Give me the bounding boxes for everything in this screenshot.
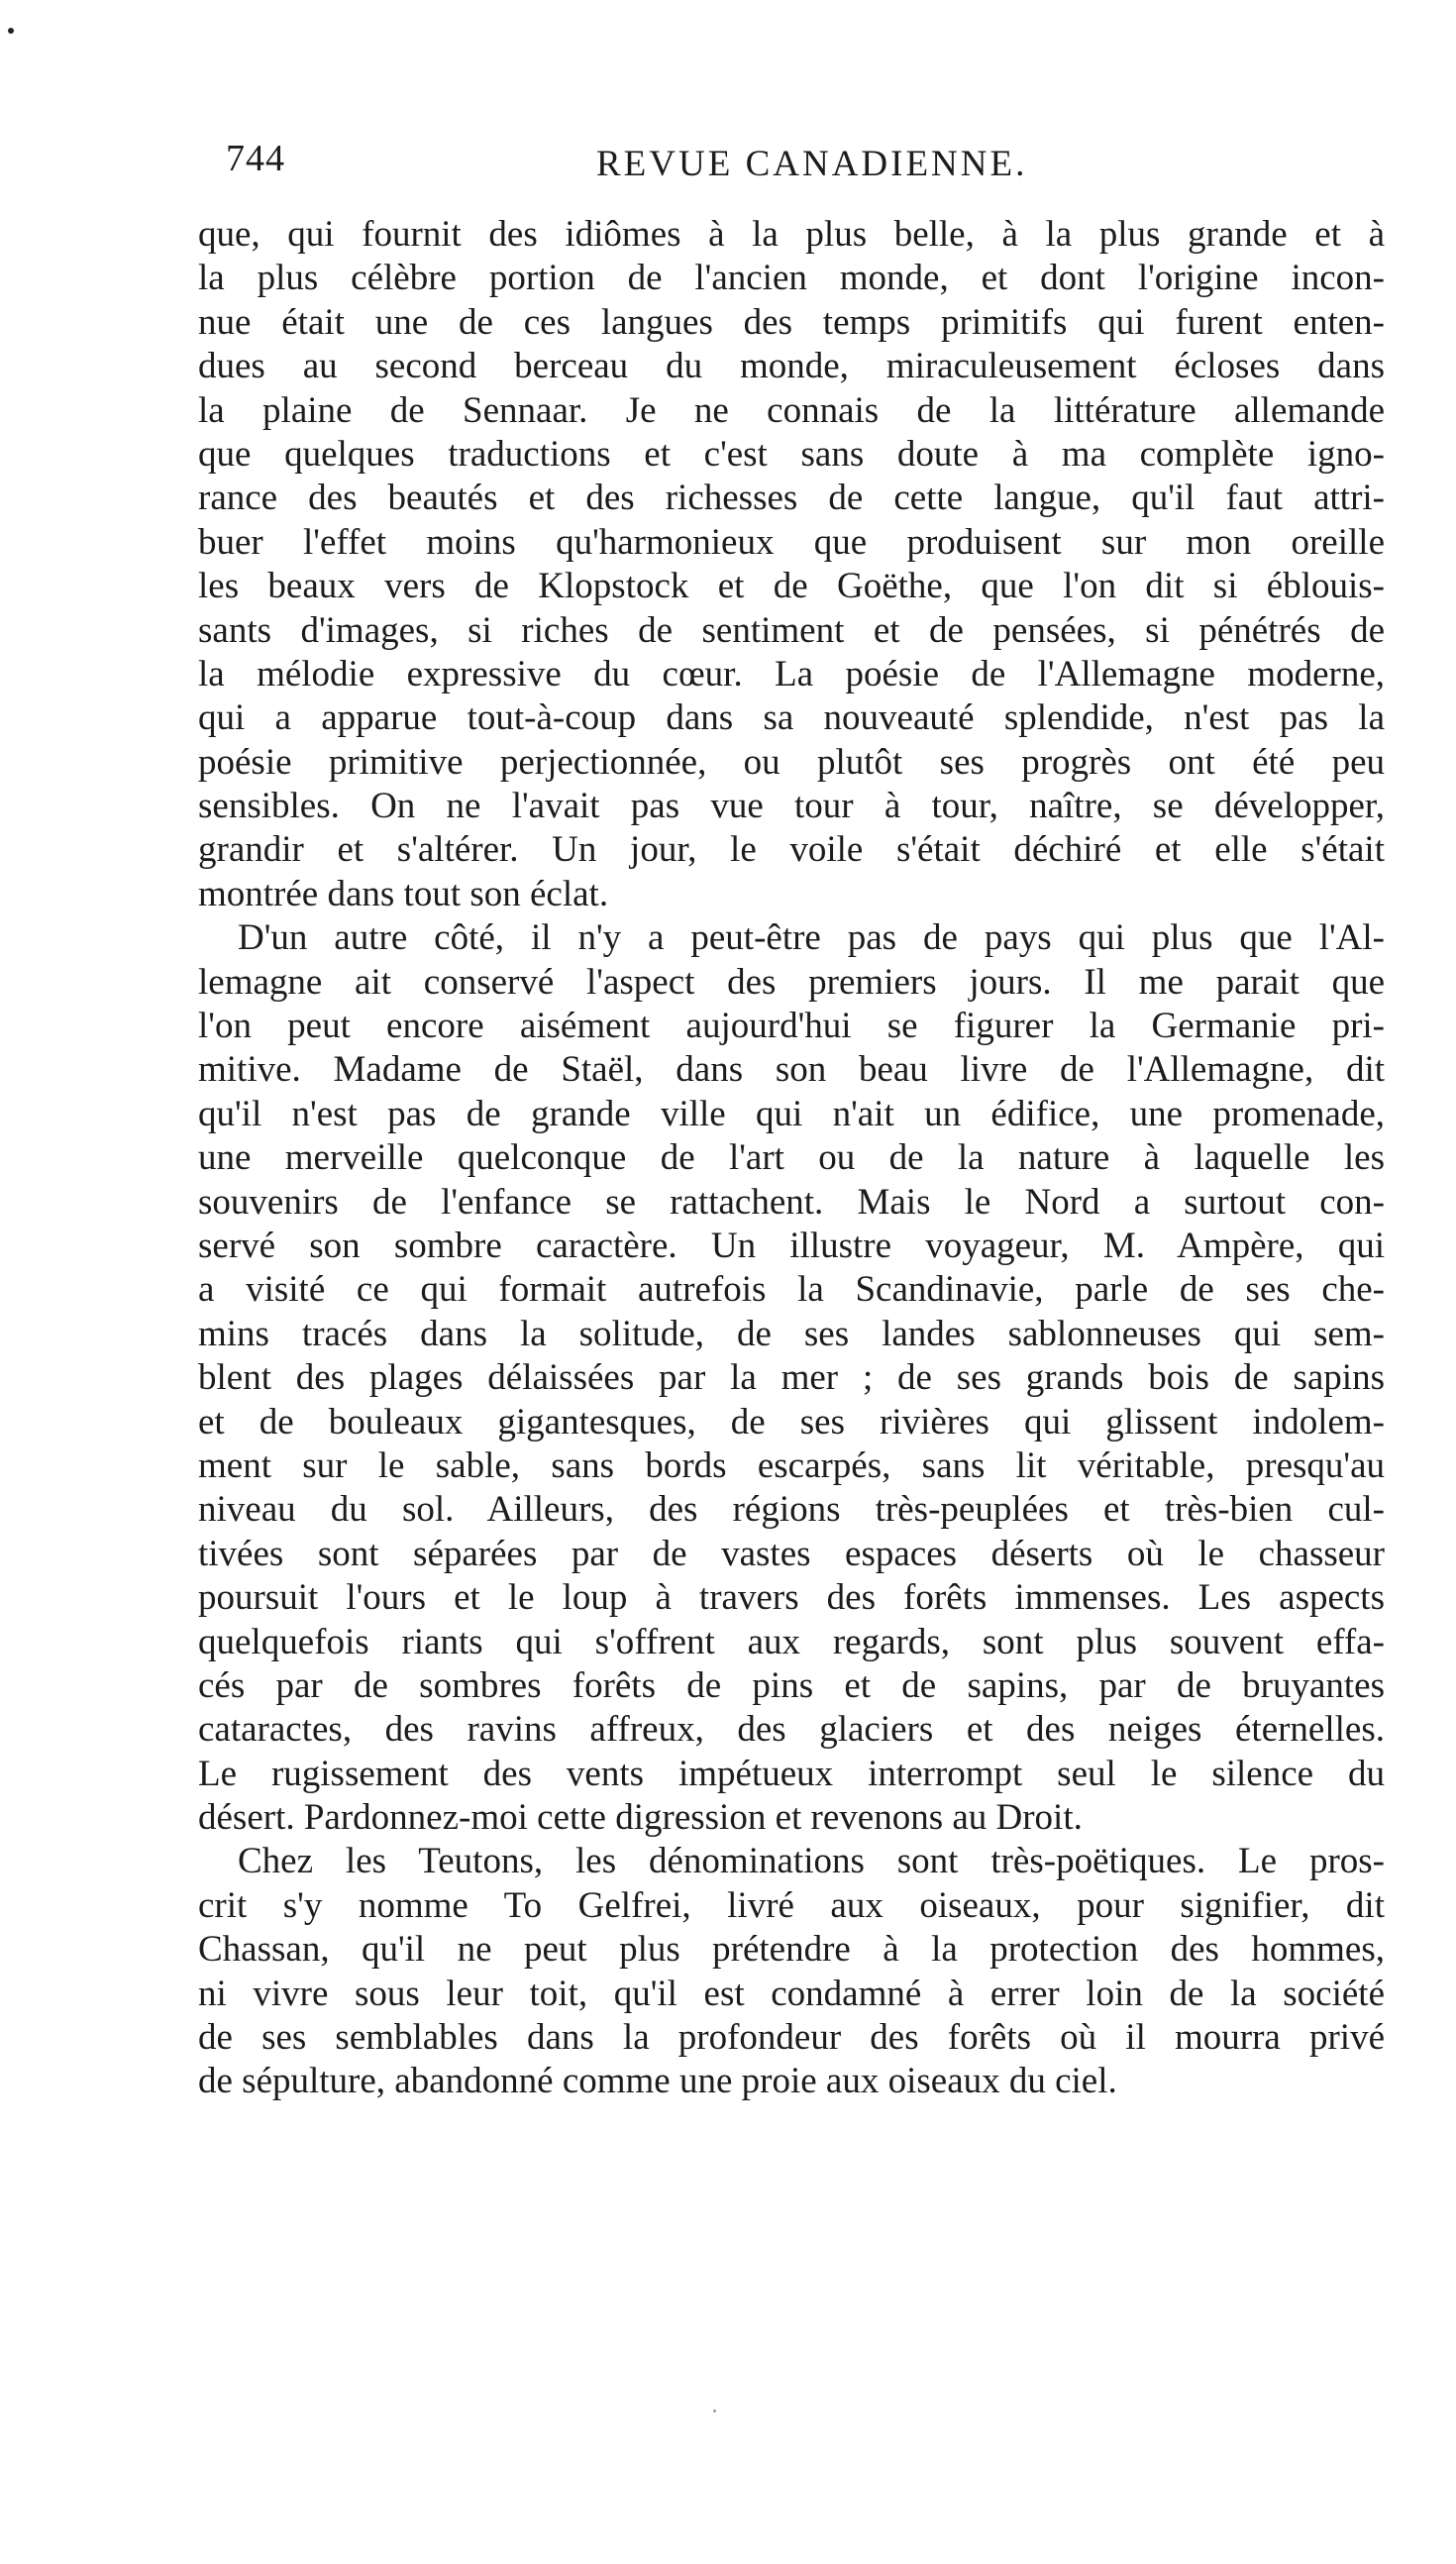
paper-speck xyxy=(713,2409,716,2412)
text-line: lemagne ait conservé l'aspect des premiers jours. Il me parait que xyxy=(198,961,1385,1003)
text-line: la plaine de Sennaar. Je ne connais de la littérature allemande xyxy=(198,389,1385,431)
text-line: mitive. Madame de Staël, dans son beau livre de l'Allemagne, dit xyxy=(198,1049,1385,1091)
text-line: une merveille quelconque de l'art ou de la nature à laquelle les xyxy=(198,1137,1385,1179)
text-line: servé son sombre caractère. Un illustre voyageur, M. Ampère, qui xyxy=(198,1225,1385,1266)
text-line: buer l'effet moins qu'harmonieux que produisent sur mon oreille xyxy=(198,521,1385,563)
text-line: ni vivre sous leur toit, qu'il est condamné à errer loin de la société xyxy=(198,1973,1385,2014)
text-line: tivées sont séparées par de vastes espaces déserts où le chasseur xyxy=(198,1533,1385,1574)
text-line: D'un autre côté, il n'y a peut-être pas de pays qui plus que l'Al- xyxy=(238,917,1385,959)
text-line: cés par de sombres forêts de pins et de sapins, par de bruyantes xyxy=(198,1664,1385,1706)
text-line: que, qui fournit des idiômes à la plus belle, à la plus grande et à xyxy=(198,214,1385,255)
text-line: Le rugissement des vents impétueux interrompt seul le silence du xyxy=(198,1753,1385,1794)
text-line: sants d'images, si riches de sentiment et de pensées, si pénétrés de xyxy=(198,609,1385,651)
text-line: niveau du sol. Ailleurs, des régions très-peuplées et très-bien cul- xyxy=(198,1489,1385,1531)
text-line: souvenirs de l'enfance se rattachent. Mais le Nord a surtout con- xyxy=(198,1181,1385,1223)
text-line: montrée dans tout son éclat. xyxy=(198,873,609,914)
text-line: la plus célèbre portion de l'ancien monde, et dont l'origine incon- xyxy=(198,258,1385,299)
text-line: qui a apparue tout-à-coup dans sa nouveauté splendide, n'est pas la xyxy=(198,697,1385,739)
text-line: qu'il n'est pas de grande ville qui n'ait un édifice, une promenade, xyxy=(198,1093,1385,1134)
page-number: 744 xyxy=(226,138,285,179)
text-line: nue était une de ces langues des temps primitifs qui furent enten- xyxy=(198,301,1385,343)
text-line: et de bouleaux gigantesques, de ses rivières qui glissent indolem- xyxy=(198,1401,1385,1442)
text-line: poursuit l'ours et le loup à travers des forêts immenses. Les aspects xyxy=(198,1577,1385,1619)
text-line: rance des beautés et des richesses de cette langue, qu'il faut attri- xyxy=(198,478,1385,519)
text-line: dues au second berceau du monde, miraculeusement écloses dans xyxy=(198,346,1385,387)
paragraph xyxy=(198,1840,1385,2103)
paragraph xyxy=(198,916,1385,1840)
journal-title: REVUE CANADIENNE. xyxy=(596,144,1028,184)
text-line: ment sur le sable, sans bords escarpés, sans lit véritable, presqu'au xyxy=(198,1444,1385,1486)
text-line: poésie primitive perjectionnée, ou plutôt ses progrès ont été peu xyxy=(198,741,1385,783)
text-line: crit s'y nomme To Gelfrei, livré aux oiseaux, pour signifier, dit xyxy=(198,1884,1385,1926)
text-line: mins tracés dans la solitude, de ses landes sablonneuses qui sem- xyxy=(198,1313,1385,1354)
text-line: la mélodie expressive du cœur. La poésie de l'Allemagne moderne, xyxy=(198,653,1385,694)
body-text xyxy=(198,213,1385,2104)
text-line: sensibles. On ne l'avait pas vue tour à tour, naître, se développer, xyxy=(198,786,1385,827)
text-line: Chassan, qu'il ne peut plus prétendre à la protection des hommes, xyxy=(198,1929,1385,1971)
text-line: blent des plages délaissées par la mer ; de ses grands bois de sapins xyxy=(198,1357,1385,1399)
text-line: les beaux vers de Klopstock et de Goëthe, que l'on dit si éblouis- xyxy=(198,566,1385,607)
text-line: que quelques traductions et c'est sans doute à ma complète igno- xyxy=(198,433,1385,475)
text-line: quelquefois riants qui s'offrent aux regards, sont plus souvent effa- xyxy=(198,1621,1385,1662)
text-line: de sépulture, abandonné comme une proie aux oiseaux du ciel. xyxy=(198,2061,1117,2102)
ink-speck xyxy=(8,28,14,34)
text-line: a visité ce qui formait autrefois la Scandinavie, parle de ses che- xyxy=(198,1269,1385,1311)
text-line: grandir et s'altérer. Un jour, le voile s'était déchiré et elle s'était xyxy=(198,829,1385,871)
text-line: Chez les Teutons, les dénominations sont très-poëtiques. Le pros- xyxy=(238,1841,1385,1882)
text-line: désert. Pardonnez-moi cette digression et revenons au Droit. xyxy=(198,1797,1083,1839)
text-line: cataractes, des ravins affreux, des glaciers et des neiges éternelles. xyxy=(198,1709,1385,1751)
paragraph xyxy=(198,213,1385,916)
text-line: de ses semblables dans la profondeur des forêts où il mourra privé xyxy=(198,2017,1385,2059)
text-line: l'on peut encore aisément aujourd'hui se figurer la Germanie pri- xyxy=(198,1006,1385,1047)
running-head xyxy=(226,137,1365,196)
